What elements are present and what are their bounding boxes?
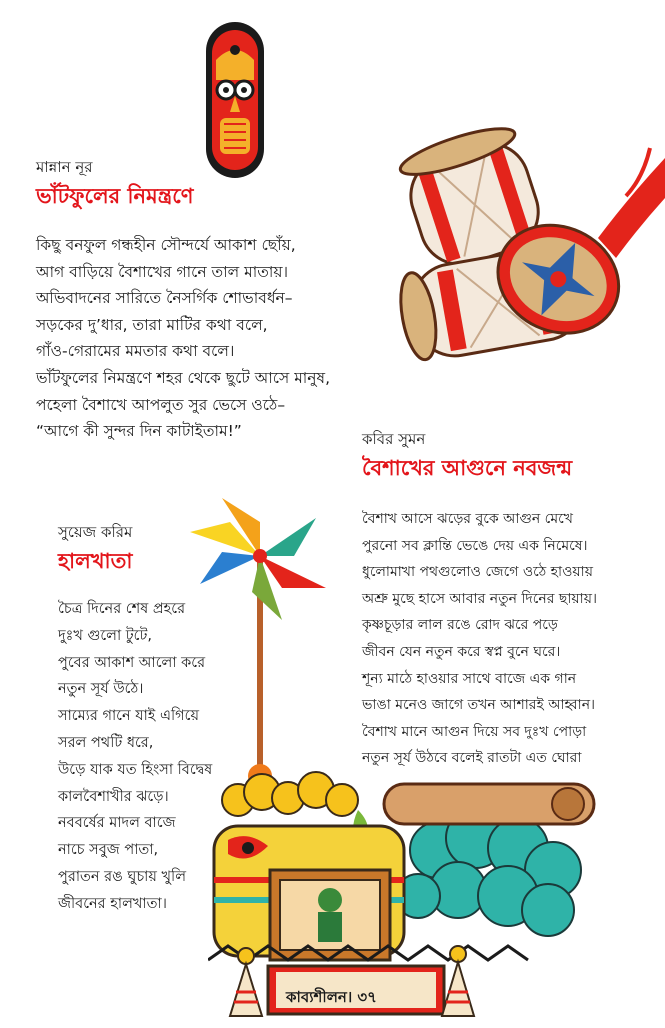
poem-3-line: কালবৈশাখীর ঝড়ে। xyxy=(58,788,169,805)
poem-1-line: “আগে কী সুন্দর দিন কাটাইতাম!” xyxy=(36,422,242,441)
poem-2-line: নতুন সূর্য উঠবে বলেই রাতটা এত ঘোরা xyxy=(362,750,582,767)
dhol-drum-icon xyxy=(388,118,665,386)
poem-1-line: আগ বাড়িয়ে বৈশাখের গানে তাল মাতায়। xyxy=(36,262,289,281)
poem-3-line: পুবের আকাশ আলো করে xyxy=(58,654,206,671)
poem-3-author: সুয়েজ করিম xyxy=(58,523,133,541)
poem-3-body xyxy=(58,596,212,918)
poem-1-line: সড়কের দু’ধার, তারা মাটির কথা বলে, xyxy=(36,315,268,334)
poem-3-line: জীবনের হালখাতা। xyxy=(58,895,167,912)
poem-3-line: চৈত্র দিনের শেষ প্রহরে xyxy=(58,601,186,617)
poem-2-line: ধুলোমাখা পথগুলোও জেগে ওঠে হাওয়ায় xyxy=(362,564,593,581)
poem-2-line: অশ্রু মুছে হাসে আবার নতুন দিনের ছায়ায়। xyxy=(362,590,597,607)
poem-1-line: গাঁও-গেরামের মমতার কথা বলে। xyxy=(36,342,235,361)
poem-2-author: কবির সুমন xyxy=(362,430,426,448)
poem-1-line: অভিবাদনের সারিতে নৈসর্গিক শোভাবর্ধন– xyxy=(36,289,293,308)
folk-art-elephant-icon xyxy=(208,770,618,1024)
folk-doll-icon xyxy=(438,944,478,1024)
folk-doll-icon xyxy=(226,946,266,1024)
poem-3-line: পুরাতন রঙ ঘুচায় খুলি xyxy=(58,868,186,885)
poem-1-body xyxy=(36,232,330,445)
poem-2-line: কৃষ্ণচূড়ার লাল রঙে রোদ ঝরে পড়ে xyxy=(362,617,558,634)
poem-1-line: পহেলা বৈশাখে আপলুত সুর ভেসে ওঠে– xyxy=(36,395,286,414)
poem-2-line: জীবন যেন নতুন করে স্বপ্ন বুনে ঘরে। xyxy=(362,643,561,660)
poem-3-line: নাচে সবুজ পাতা, xyxy=(58,842,159,859)
poem-1-author: মান্নান নূর xyxy=(36,158,93,176)
poem-3-title: হালখাতা xyxy=(58,549,133,573)
poem-3-line: নববর্ষের মাদল বাজে xyxy=(58,815,176,832)
poem-1-line: কিছু বনফুল গন্ধহীন সৌন্দর্যে আকাশ ছোঁয়, xyxy=(36,236,296,254)
owl-mask-icon xyxy=(204,20,266,180)
poem-3-line: নতুন সূর্য উঠে। xyxy=(58,681,144,698)
poem-2-line: পুরনো সব ক্লান্তি ভেঙে দেয় এক নিমেষে। xyxy=(362,537,588,554)
poem-3-line: সাম্যের গানে যাই এগিয়ে xyxy=(58,708,200,725)
poem-3-line: সরল পথটি ধরে, xyxy=(58,734,154,751)
poem-1-title: ভাঁটফুলের নিমন্ত্রণে xyxy=(36,184,194,208)
poem-3-line: উড়ে যাক যত হিংসা বিদ্বেষ xyxy=(58,761,213,778)
poem-2-line: বৈশাখ আসে ঝড়ের বুকে আগুন মেখে xyxy=(362,511,573,527)
poem-2-line: বৈশাখ মানে আগুন দিয়ে সব দুঃখ পোড়া xyxy=(362,723,587,740)
poem-3-line: দুঃখ গুলো টুটে, xyxy=(58,627,153,644)
poem-2-line: ভাঙা মনেও জাগে তখন আশারই আহ্বান। xyxy=(362,697,596,714)
page-footer: কাব্যশীলন। ৩৭ xyxy=(286,988,377,1006)
poem-2-line: শূন্য মাঠে হাওয়ার সাথে বাজে এক গান xyxy=(362,670,577,687)
poem-1-line: ভাঁটফুলের নিমন্ত্রণে শহর থেকে ছুটে আসে মানুষ, xyxy=(36,368,331,387)
poem-2-body xyxy=(362,506,597,772)
poem-2-title: বৈশাখের আগুনে নবজন্ম xyxy=(362,456,573,480)
